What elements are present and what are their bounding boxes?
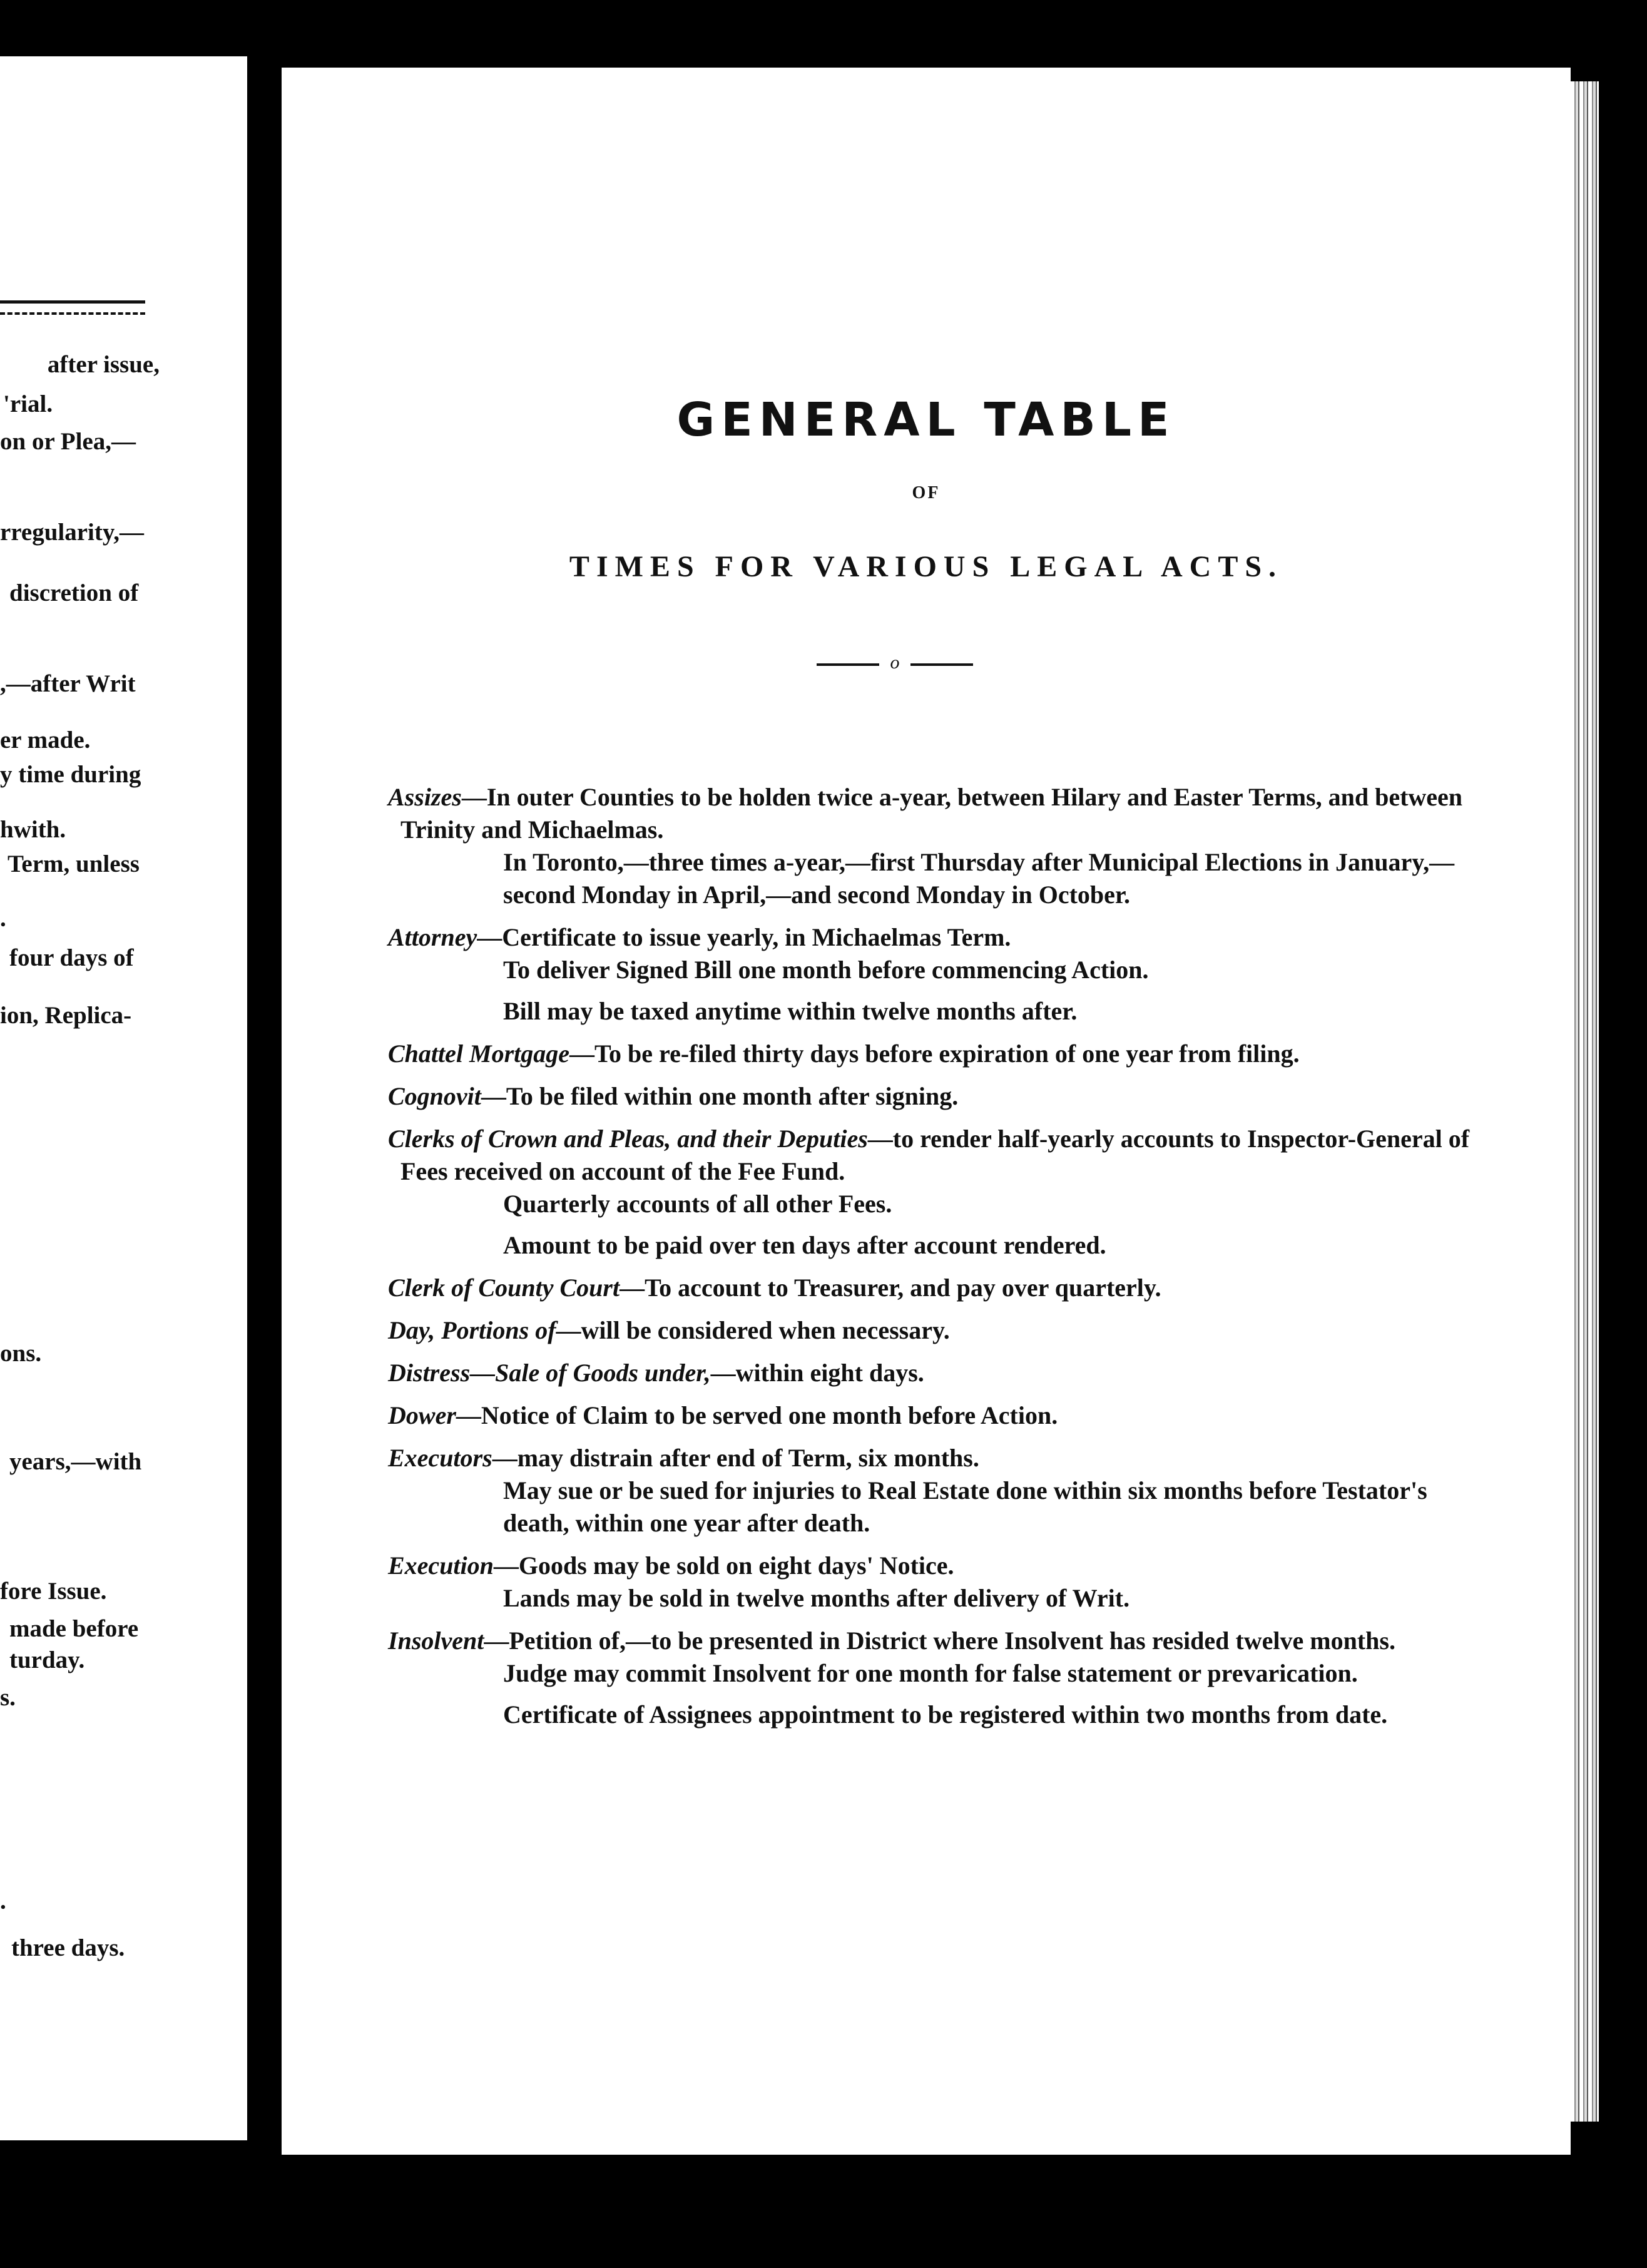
entry-subline: Amount to be paid over ten days after account rendered. bbox=[503, 1231, 1106, 1259]
left-page-line: fore Issue. bbox=[0, 1578, 107, 1605]
page-stack-edge bbox=[1571, 81, 1599, 2122]
entry-term: Executors bbox=[388, 1444, 492, 1472]
table-entry bbox=[388, 1625, 1477, 1731]
entry-head bbox=[388, 1272, 1477, 1304]
ornamental-divider bbox=[817, 652, 973, 673]
entry-term: Clerks of Crown and Pleas, and their Deputies bbox=[388, 1125, 868, 1153]
entry-head bbox=[388, 1357, 1477, 1389]
entry-term: Cognovit bbox=[388, 1082, 481, 1110]
entry-term: Day, Portions of bbox=[388, 1316, 556, 1344]
entry-subline: Certificate of Assignees appointment to be registered within two months from date. bbox=[503, 1700, 1388, 1729]
entry-term: Assizes bbox=[388, 783, 462, 811]
left-page-line: three days. bbox=[11, 1934, 125, 1961]
left-page-line: ons. bbox=[0, 1340, 42, 1367]
left-page-line: made before bbox=[9, 1615, 139, 1642]
entry-term: Dower bbox=[388, 1401, 456, 1429]
entry-head bbox=[388, 1399, 1477, 1432]
entry-subline: In Toronto,—three times a-year,—first Thursday after Municipal Elections in January,—second Monday in April,—and second Monday in October. bbox=[503, 848, 1455, 909]
table-entry bbox=[388, 1399, 1477, 1432]
left-page-fragment bbox=[0, 56, 247, 2140]
left-page-line: s. bbox=[0, 1684, 16, 1711]
left-page-line: after issue, bbox=[47, 351, 160, 378]
entry-subline: Quarterly accounts of all other Fees. bbox=[503, 1190, 892, 1218]
table-entry bbox=[388, 1080, 1477, 1113]
entry-head bbox=[388, 1625, 1477, 1657]
entry-subline: Lands may be sold in twelve months after delivery of Writ. bbox=[503, 1584, 1130, 1612]
entry-term: Clerk of County Court bbox=[388, 1274, 620, 1302]
entry-text: —to render half-yearly accounts to Inspector-General of Fees received on account of the Fee Fund. bbox=[400, 1125, 1470, 1185]
entry-term: Distress—Sale of Goods under, bbox=[388, 1359, 711, 1387]
left-page-line: ion, Replica- bbox=[0, 1002, 132, 1029]
left-page-line: Term, unless bbox=[8, 850, 140, 877]
entry-text: —To account to Treasurer, and pay over quarterly. bbox=[620, 1274, 1161, 1302]
table-entry bbox=[388, 921, 1477, 1028]
entry-term: Execution bbox=[388, 1551, 494, 1580]
entry-text: —In outer Counties to be holden twice a-year, between Hilary and Easter Terms, and between Trinity and Michaelmas. bbox=[400, 783, 1463, 844]
left-page-line: er made. bbox=[0, 727, 91, 753]
book-gutter bbox=[247, 0, 282, 2268]
entry-head bbox=[388, 1442, 1477, 1474]
left-page-line: discretion of bbox=[9, 580, 139, 606]
entry-text: —To be re-filed thirty days before expiration of one year from filing. bbox=[569, 1040, 1300, 1068]
left-page-line: turday. bbox=[9, 1647, 85, 1673]
entry-text: —may distrain after end of Term, six months. bbox=[492, 1444, 979, 1472]
table-entry bbox=[388, 1314, 1477, 1347]
left-page-line: rregularity,— bbox=[0, 519, 144, 546]
entry-head bbox=[388, 1314, 1477, 1347]
page-title: GENERAL TABLE bbox=[676, 393, 1176, 447]
entry-subline: Bill may be taxed anytime within twelve months after. bbox=[503, 997, 1078, 1025]
entry-head bbox=[388, 1550, 1477, 1582]
left-page-line: four days of bbox=[9, 944, 134, 971]
entry-head bbox=[388, 1123, 1477, 1188]
left-page-line: ,—after Writ bbox=[0, 670, 136, 697]
entry-text: —within eight days. bbox=[710, 1359, 924, 1387]
entry-text: —Notice of Claim to be served one month before Action. bbox=[456, 1401, 1058, 1429]
left-page-line: hwith. bbox=[0, 816, 66, 843]
entry-text: —To be filed within one month after signing. bbox=[481, 1082, 959, 1110]
left-page-rule bbox=[0, 300, 145, 315]
entry-head bbox=[388, 1038, 1477, 1070]
entry-head bbox=[388, 1080, 1477, 1113]
legal-acts-table bbox=[388, 781, 1477, 1741]
entry-subline: May sue or be sued for injuries to Real Estate done within six months before Testator's death, within one year after death. bbox=[503, 1476, 1427, 1537]
table-entry bbox=[388, 1123, 1477, 1262]
table-entry bbox=[388, 1550, 1477, 1615]
left-page-line: . bbox=[0, 1887, 6, 1914]
table-entry bbox=[388, 1272, 1477, 1304]
entry-text: —Certificate to issue yearly, in Michaelmas Term. bbox=[477, 923, 1011, 951]
page-subtitle: TIMES FOR VARIOUS LEGAL ACTS. bbox=[569, 550, 1283, 583]
table-entry bbox=[388, 781, 1477, 911]
entry-subline: To deliver Signed Bill one month before commencing Action. bbox=[503, 956, 1149, 984]
right-page bbox=[282, 68, 1571, 2155]
left-page-line: y time during bbox=[0, 761, 141, 788]
entry-subline: Judge may commit Insolvent for one month for false statement or prevarication. bbox=[503, 1659, 1358, 1687]
table-entry bbox=[388, 1357, 1477, 1389]
table-entry bbox=[388, 1038, 1477, 1070]
entry-term: Chattel Mortgage bbox=[388, 1040, 570, 1068]
entry-text: —will be considered when necessary. bbox=[556, 1316, 950, 1344]
entry-term: Attorney bbox=[388, 923, 477, 951]
left-page-line: years,—with bbox=[9, 1448, 142, 1475]
entry-head bbox=[388, 781, 1477, 846]
entry-text: —Petition of,—to be presented in District where Insolvent has resided twelve months. bbox=[484, 1627, 1395, 1655]
left-page-line: 'rial. bbox=[3, 391, 53, 417]
left-page-line: on or Plea,— bbox=[0, 428, 136, 455]
entry-head bbox=[388, 921, 1477, 954]
divider-mark: o bbox=[890, 652, 900, 673]
entry-text: —Goods may be sold on eight days' Notice. bbox=[493, 1551, 954, 1580]
left-page-line: . bbox=[0, 905, 6, 932]
title-connector: OF bbox=[912, 483, 941, 503]
entry-term: Insolvent bbox=[388, 1627, 484, 1655]
table-entry bbox=[388, 1442, 1477, 1540]
